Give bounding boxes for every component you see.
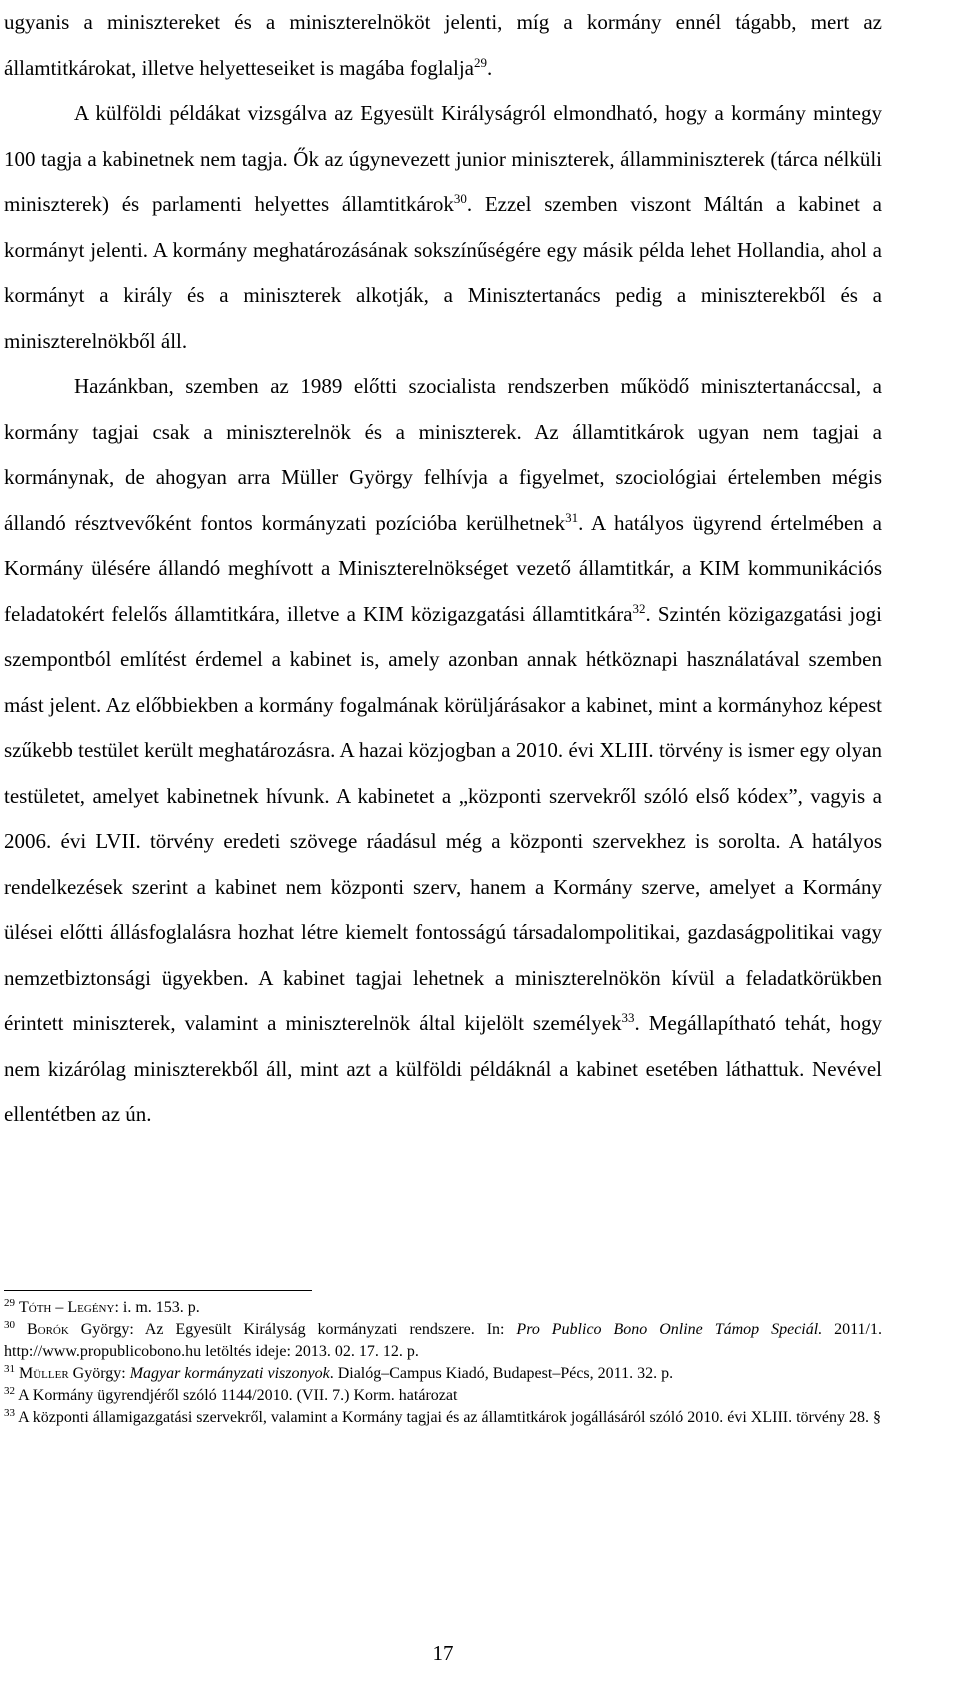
paragraph-3-text-c: . Szintén közigazgatási jogi szempontból említést érdemel a kabinet is, amely azonban annak hétköznapi használatával szemben mást jelent. Az előbbiekben a kormány fogalmának körüljárásakor a kabinet, mint a kormányhoz képest szűkebb testület került meghatározásra. A hazai közjogban a 2010. évi XLIII. törvény is ismer egy olyan testületet, amelyet kabinetnek hívunk. A kabinetet a „központi szervekről szóló első kódex”, vagyis a 2006. évi LVII. törvény eredeti szövege ráadásul még a központi szervekhez is sorolta. A hatályos rendelkezések szerint a kabinet nem központi szerv, hanem a Kormány szerve, amelyet a Kormány ülései előtti állásfoglalásra hozhat létre kiemelt fontosságú társadalompolitikai, gazdaságpolitikai vagy nemzetbiztonsági ügyekben. A kabinet tagjai lehetnek a miniszterelnökön kívül a feladatkörükben érintett miniszterek, valamint a miniszterelnök által kijelölt személyek xyxy=(4,601,882,1035)
paragraph-3 xyxy=(4,364,882,1138)
main-text xyxy=(4,0,882,1138)
page-number: 17 xyxy=(432,1641,454,1665)
footnote-title: Pro Publico Bono Online Támop Speciál. xyxy=(516,1321,823,1338)
footnote-author: Müller xyxy=(19,1365,69,1382)
paragraph-1 xyxy=(4,0,882,91)
footnote-text: . Dialóg–Campus Kiadó, Budapest–Pécs, 2011. 32. p. xyxy=(329,1365,674,1382)
footnote-31 xyxy=(4,1363,882,1385)
footnote-30 xyxy=(4,1319,882,1363)
footnote-ref-33: 33 xyxy=(621,1010,635,1025)
footnote-text: György: xyxy=(68,1365,130,1382)
footnote-ref-32: 32 xyxy=(632,600,646,616)
paragraph-3-text-a: Hazánkban, szemben az 1989 előtti szocialista rendszerben működő minisztertanáccsal, a kormány tagjai csak a miniszterelnök és a miniszterek. Az államtitkárok ugyan nem tagjai a kormánynak, de ahogyan arra Müller György felhívja a figyelmet, szociológiai értelemben mégis állandó résztvevőként fontos kormányzati pozícióba kerülhetnek xyxy=(4,374,882,535)
footnote-ref-29: 29 xyxy=(474,54,487,70)
footnote-author: Tóth – Legény xyxy=(19,1299,115,1316)
footnote-33 xyxy=(4,1407,882,1429)
footnote-number: 31 xyxy=(4,1363,15,1375)
paragraph-1-text: ugyanis a minisztereket és a miniszterelnököt jelenti, míg a kormány ennél tágabb, mert az államtitkárokat, illetve helyetteseiket is magába foglalja xyxy=(4,10,882,80)
footnote-text: : i. m. 153. p. xyxy=(114,1299,200,1316)
paragraph-3-text-d: . Megállapítható tehát, hogy nem kizárólag miniszterekből áll, mint azt a külföldi példáknál a kabinet esetében láthattuk. Nevével ellentétben az ún. xyxy=(4,1011,882,1126)
paragraph-2 xyxy=(4,91,882,364)
footnotes xyxy=(4,1297,882,1429)
paragraph-2-text-b: . Ezzel szemben viszont Máltán a kabinet a kormányt jelenti. A kormány meghatározásának sokszínűségére egy másik példa lehet Hollandia, ahol a kormányt a király és a miniszterek alkotják, a Minisztertanács pedig a miniszterekből és a miniszterelnökből áll. xyxy=(4,192,882,353)
footnote-number: 33 xyxy=(4,1407,15,1419)
footnote-text: A központi államigazgatási szervekről, valamint a Kormány tagjai és az államtitkárok jogállásáról szóló 2010. évi XLIII. törvény 28. § xyxy=(18,1409,881,1426)
footnote-29 xyxy=(4,1297,882,1319)
footnote-author: Borók xyxy=(26,1321,69,1338)
footnote-number: 30 xyxy=(4,1319,15,1331)
footnote-32 xyxy=(4,1385,882,1407)
footnote-number: 29 xyxy=(4,1297,15,1309)
footnote-number: 32 xyxy=(4,1385,15,1397)
paragraph-3-text-b: . A hatályos ügyrend értelmében a Kormány ülésére állandó meghívott a Miniszterelnökséget vezető államtitkár, a KIM kommunikációs feladatokért felelős államtitkára, illetve a KIM közigazgatási államtitkára xyxy=(4,510,882,626)
paragraph-2-text-a: A külföldi példákat vizsgálva az Egyesült Királyságról elmondható, hogy a kormány mintegy 100 tagja a kabinetnek nem tagja. Ők az úgynevezett junior miniszterek, államminiszterek (tárca nélküli miniszterek) és parlamenti helyettes államtitkárok xyxy=(4,101,882,216)
footnote-text: A Kormány ügyrendjéről szóló 1144/2010. (VII. 7.) Korm. határozat xyxy=(18,1387,458,1404)
paragraph-1-end: . xyxy=(487,55,493,80)
footnote-separator xyxy=(4,1290,312,1291)
page-body xyxy=(4,0,882,1138)
footnote-ref-30: 30 xyxy=(453,191,467,206)
footnote-title: Magyar kormányzati viszonyok xyxy=(129,1365,330,1382)
footnote-ref-31: 31 xyxy=(565,509,579,525)
footnote-text: 2011/1. http://www.propublicobono.hu letöltés ideje: 2013. 02. 17. 12. p. xyxy=(4,1321,883,1360)
footnote-text: György: Az Egyesült Királyság kormányzati rendszere. In: xyxy=(68,1321,517,1338)
